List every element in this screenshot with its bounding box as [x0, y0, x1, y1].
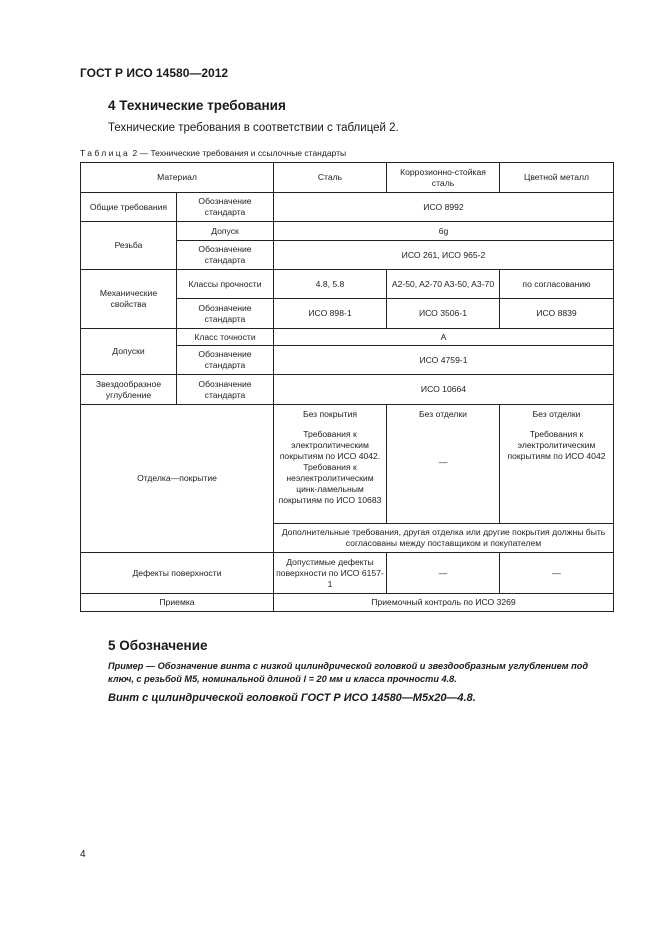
table-caption: [80, 148, 346, 158]
header-material: Материал: [81, 163, 274, 193]
mech-std-label: Обозначение стандарта: [177, 299, 274, 329]
mech-std-nonferrous: ИСО 8839: [500, 299, 614, 329]
mech-class-stainless: A2-50, A2-70 A3-50, A3-70: [387, 270, 500, 299]
tolerances-std-label: Обозначение стандарта: [177, 346, 274, 375]
general-label: Общие требования: [81, 193, 177, 222]
tolerances-std-value: ИСО 4759-1: [274, 346, 614, 375]
finish-stainless-value: —: [438, 457, 448, 467]
defects-label: Дефекты поверхности: [81, 553, 274, 594]
finish-extra: Дополнительные требования, другая отделка или другие покрытия должны быть согласованы между поставщиком и покупателем: [274, 524, 614, 553]
tolerances-grade-label: Класс точности: [177, 329, 274, 346]
thread-tol-value: 6g: [274, 222, 614, 241]
header-nonferrous: Цветной металл: [500, 163, 614, 193]
mech-std-steel: ИСО 898-1: [274, 299, 387, 329]
thread-std-value: ИСО 261, ИСО 965-2: [274, 241, 614, 270]
mech-std-stainless: ИСО 3506-1: [387, 299, 500, 329]
recess-std-value: ИСО 10664: [274, 375, 614, 405]
mech-label: Механические свойства: [81, 270, 177, 329]
recess-label: Звездообразное углубление: [81, 375, 177, 405]
general-value: ИСО 8992: [274, 193, 614, 222]
table-caption-text: 2 — Технические требования и ссылочные стандарты: [130, 148, 347, 158]
defects-stainless: —: [387, 553, 500, 594]
general-sub: Обозначение стандарта: [177, 193, 274, 222]
finish-steel-title: Без покрытия: [302, 409, 358, 419]
section-5-title: 5 Обозначение: [108, 638, 208, 653]
thread-std-label: Обозначение стандарта: [177, 241, 274, 270]
table-row: [81, 222, 614, 241]
table-row: [81, 329, 614, 346]
recess-std-label: Обозначение стандарта: [177, 375, 274, 405]
requirements-table: [80, 162, 614, 612]
table-row: [81, 193, 614, 222]
table-row: [81, 375, 614, 405]
finish-nonferrous: [500, 405, 614, 524]
section-4-intro: Технические требования в соответствии с таблицей 2.: [108, 122, 399, 134]
example-text: Пример — Обозначение винта с низкой цилиндрической головкой и звездообразным углублением под ключ, с резьбой M5, номинальной длиной l = 20 мм и класса прочности 4.8.: [108, 661, 589, 684]
defects-steel: Допустимые дефекты поверхности по ИСО 6157-1: [274, 553, 387, 594]
mech-class-nonferrous: по согласованию: [500, 270, 614, 299]
tolerances-grade-value: A: [274, 329, 614, 346]
thread-label: Резьба: [81, 222, 177, 270]
acceptance-label: Приемка: [81, 594, 274, 612]
table-row: [81, 553, 614, 594]
thread-tol-label: Допуск: [177, 222, 274, 241]
mech-class-label: Классы прочности: [177, 270, 274, 299]
mech-class-steel: 4.8, 5.8: [274, 270, 387, 299]
defects-nonferrous: —: [500, 553, 614, 594]
acceptance-value: Приемочный контроль по ИСО 3269: [274, 594, 614, 612]
header-steel: Сталь: [274, 163, 387, 193]
table-row: [81, 270, 614, 299]
finish-steel: [274, 405, 387, 524]
document-header: ГОСТ Р ИСО 14580—2012: [80, 66, 229, 80]
finish-stainless-title: Без отделки: [419, 409, 467, 419]
section-4-title: 4 Технические требования: [108, 98, 286, 113]
tolerances-label: Допуски: [81, 329, 177, 375]
header-stainless: Коррозионно-стойкая сталь: [387, 163, 500, 193]
finish-label: Отделка—покрытие: [81, 405, 274, 553]
table-header-row: [81, 163, 614, 193]
finish-steel-text: Требования к электролитическим покрытиям по ИСО 4042. Требования к неэлектролитическим цинк-ламельным покрытиям по ИСО 10683: [278, 429, 382, 505]
finish-stainless: [387, 405, 500, 524]
finish-nonferrous-title: Без отделки: [532, 409, 581, 419]
finish-nonferrous-text: Требования к электролитическим покрытиям по ИСО 4042: [507, 429, 606, 461]
table-caption-label: Таблица: [80, 148, 131, 158]
page-number: 4: [80, 849, 86, 860]
table-row: [81, 594, 614, 612]
table-row: [81, 405, 614, 524]
designation-text: Винт с цилиндрической головкой ГОСТ Р ИСО 14580—M5x20—4.8.: [108, 692, 476, 704]
example-paragraph: [80, 660, 613, 686]
